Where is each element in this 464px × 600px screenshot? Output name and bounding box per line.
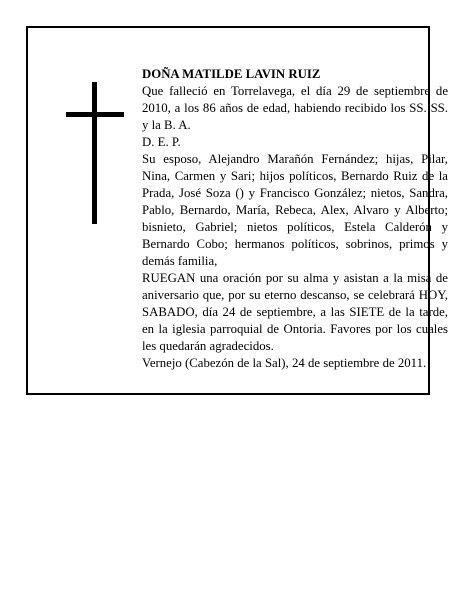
rip-line: D. E. P. [142,135,181,149]
obituary-notice [26,26,448,395]
mass-request: RUEGAN una oración por su alma y asistan a la misa de aniversario que, por su eterno descanso, se celebrará HOY, SABADO, día 24 de septiembre, a las SIETE de la tarde, en la iglesia parroquial de Ontoria. Favores por los cuales les quedarán agradecidos. [142,271,448,353]
cross-vertical-bar [92,82,97,224]
deceased-name: DOÑA MATILDE LAVIN RUIZ [142,67,321,81]
place-date: Vernejo (Cabezón de la Sal), 24 de septiembre de 2011. [142,356,427,370]
death-info: Que falleció en Torrelavega, el día 29 de septiembre de 2010, a los 86 años de edad, habiendo recibido los SS. SS. y la B. A. [142,84,448,132]
notice-text [142,66,448,372]
family-list: Su esposo, Alejandro Marañón Fernández; hijas, Pilar, Nina, Carmen y Sari; hijos políticos, Bernardo Ruiz de la Prada, José Soza () y Francisco González; nietos, Sandra, Pablo, Bernardo, María, Rebeca, Alex, Alvaro y Alberto; bisnieto, Gabriel; nietos políticos, Estela Calderón y Bernardo Cobo; hermanos políticos, sobrinos, primos y demás familia, [142,152,448,268]
cross-horizontal-bar [66,112,124,117]
